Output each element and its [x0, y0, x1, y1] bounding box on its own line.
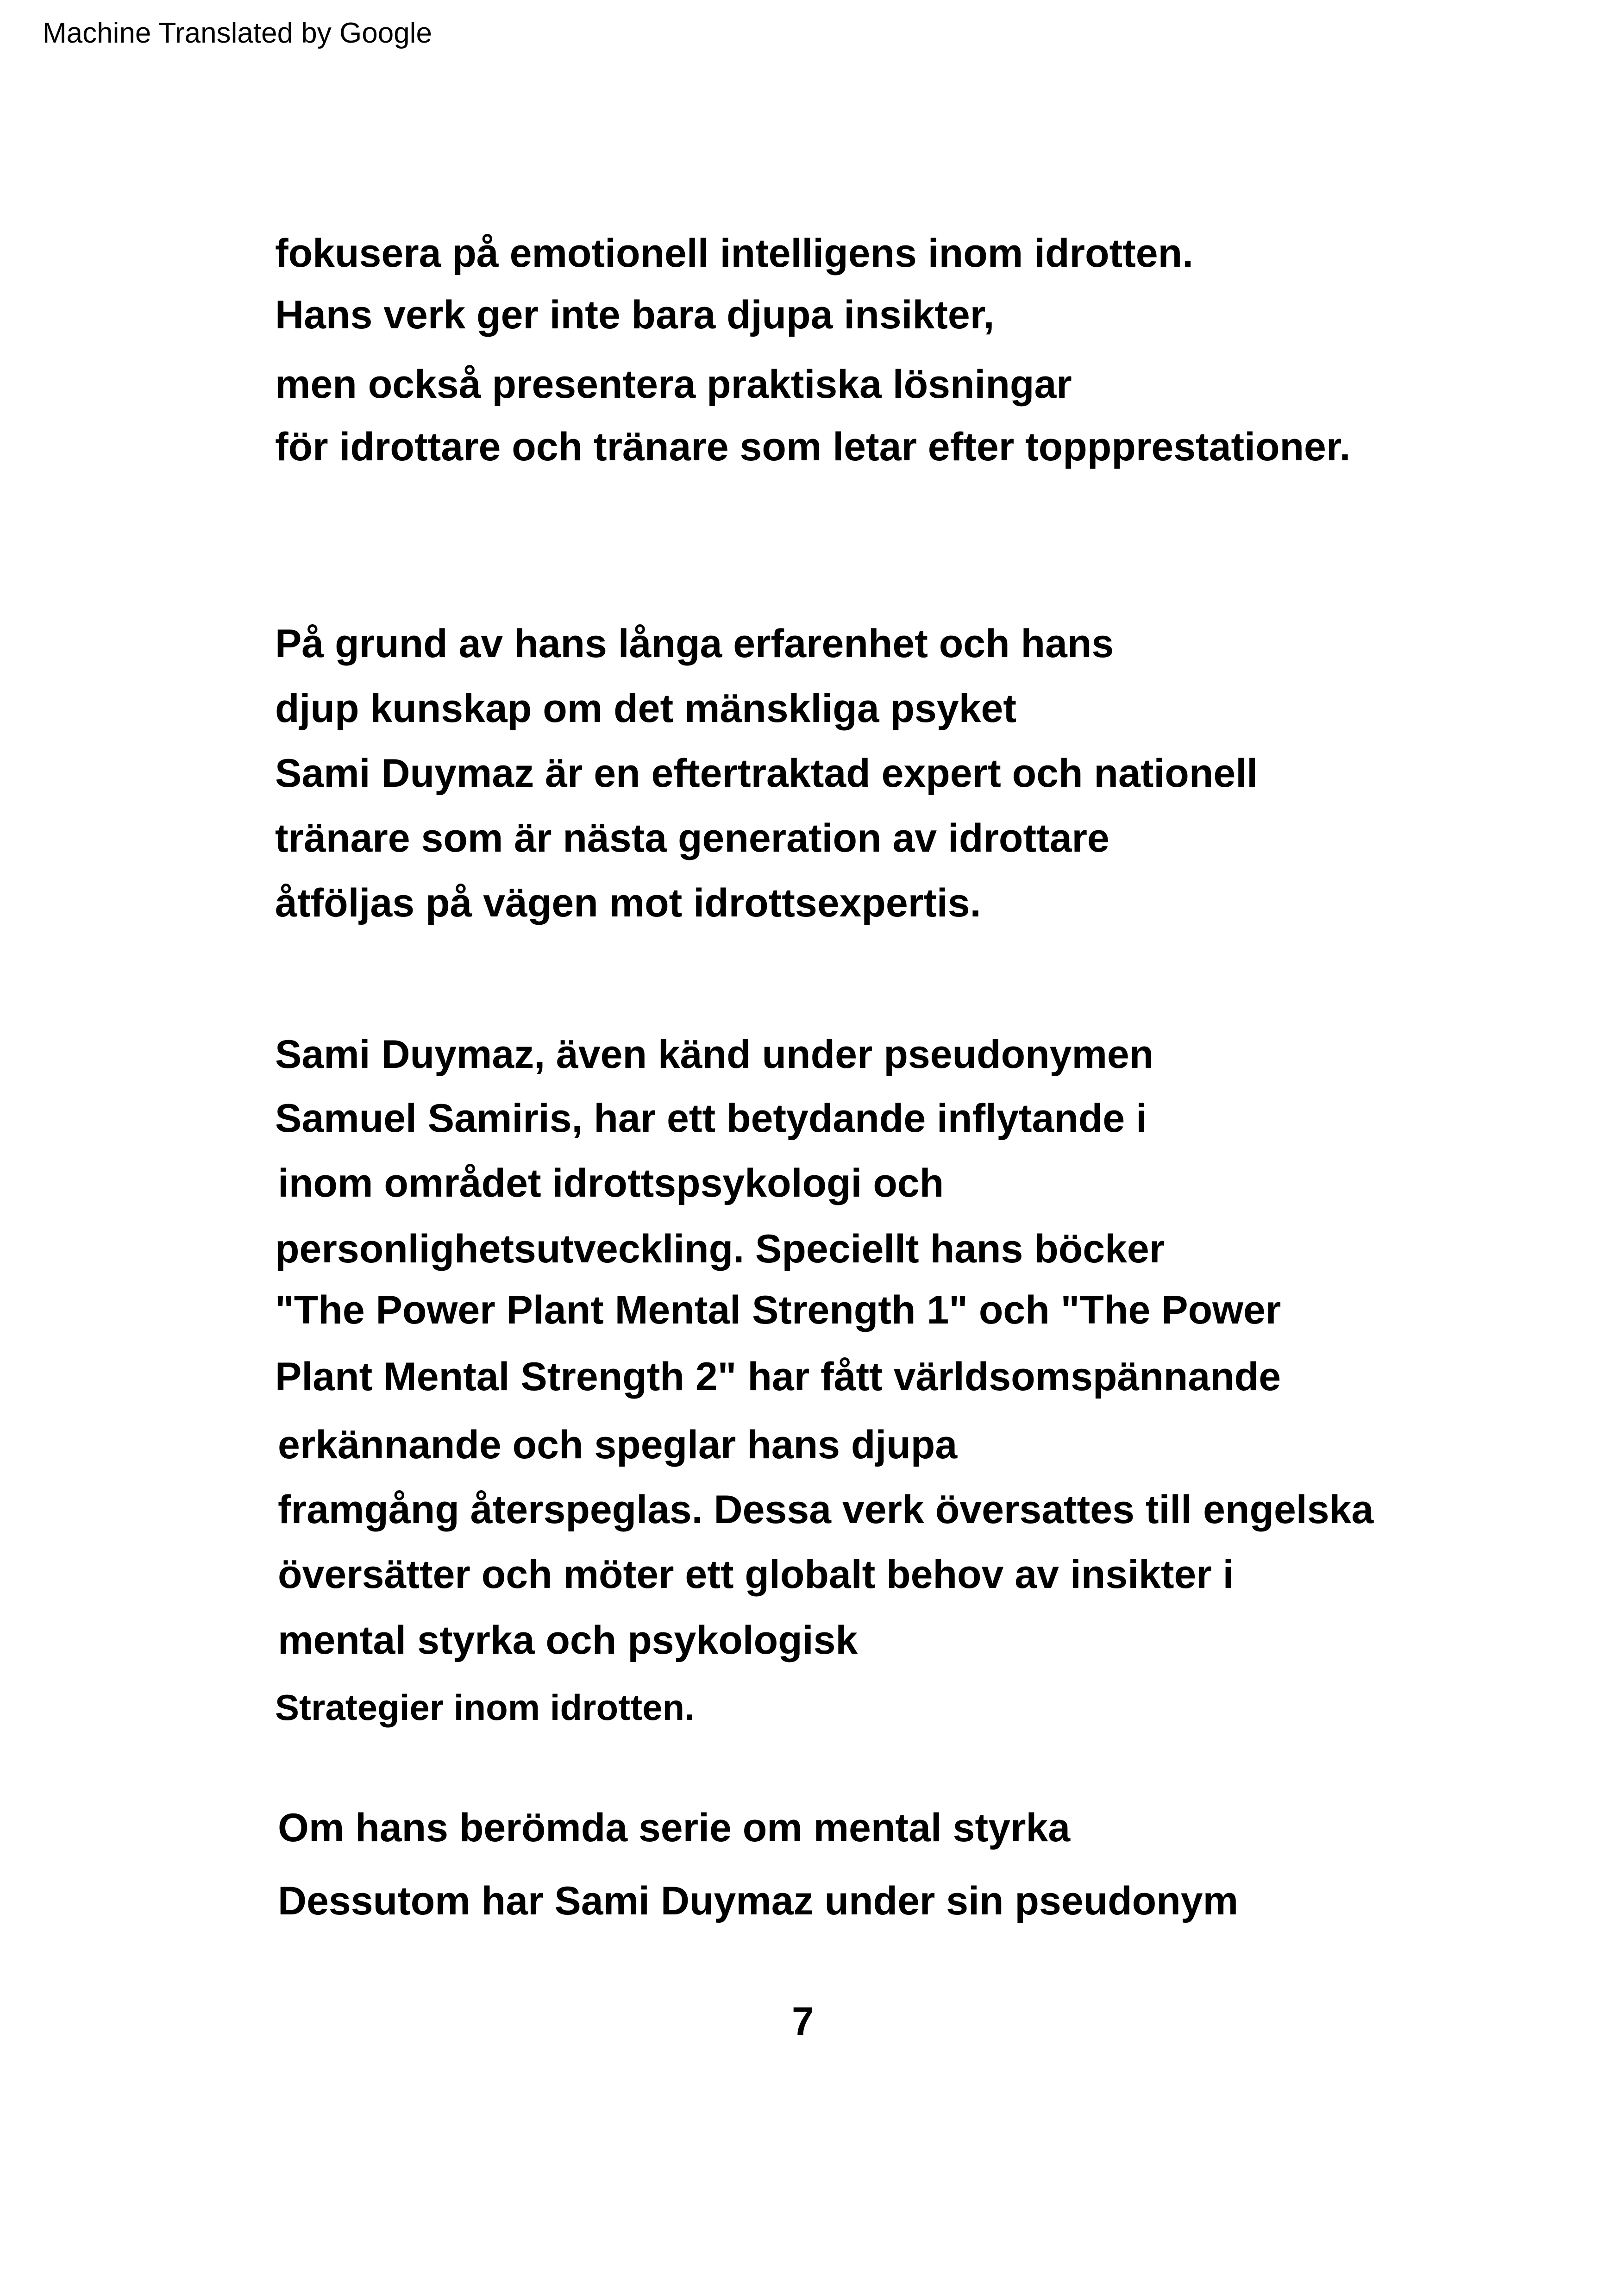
paragraph-1-line-3: men också presentera praktiska lösningar — [275, 362, 1072, 407]
paragraph-2-line-4: tränare som är nästa generation av idrottare — [275, 816, 1109, 860]
paragraph-3-line-6: Plant Mental Strength 2" har fått världsomspännande — [275, 1355, 1281, 1399]
paragraph-2-line-5: åtföljas på vägen mot idrottsexpertis. — [275, 881, 981, 925]
paragraph-3-line-10: mental styrka och psykologisk — [278, 1618, 858, 1662]
paragraph-4-line-1: Om hans berömda serie om mental styrka — [278, 1806, 1071, 1850]
machine-translation-note: Machine Translated by Google — [43, 17, 432, 49]
paragraph-3-line-2: Samuel Samiris, har ett betydande inflytande i — [275, 1096, 1147, 1141]
paragraph-1-line-4: för idrottare och tränare som letar efter toppprestationer. — [275, 425, 1351, 469]
paragraph-3-line-8: framgång återspeglas. Dessa verk översattes till engelska — [278, 1487, 1374, 1532]
paragraph-3-line-7: erkännande och speglar hans djupa — [278, 1423, 958, 1467]
paragraph-3-line-4: personlighetsutveckling. Speciellt hans böcker — [275, 1227, 1165, 1271]
paragraph-2-line-3: Sami Duymaz är en eftertraktad expert och nationell — [275, 751, 1258, 796]
paragraph-3-line-1: Sami Duymaz, även känd under pseudonymen — [275, 1032, 1154, 1077]
paragraph-3-line-9: översätter och möter ett globalt behov av insikter i — [278, 1552, 1234, 1597]
paragraph-2-line-1: På grund av hans långa erfarenhet och hans — [275, 621, 1114, 666]
paragraph-1-line-1: fokusera på emotionell intelligens inom idrotten. — [275, 231, 1194, 276]
paragraph-4-line-2: Dessutom har Sami Duymaz under sin pseudonym — [278, 1879, 1239, 1923]
paragraph-3-line-11: Strategier inom idrotten. — [275, 1687, 695, 1728]
paragraph-2-line-2: djup kunskap om det mänskliga psyket — [275, 686, 1016, 731]
paragraph-3-line-5: "The Power Plant Mental Strength 1" och "The Power — [275, 1288, 1281, 1332]
paragraph-3-line-3: inom området idrottspsykologi och — [278, 1161, 944, 1205]
page-number: 7 — [792, 1999, 814, 2044]
paragraph-1-line-2: Hans verk ger inte bara djupa insikter, — [275, 293, 995, 337]
